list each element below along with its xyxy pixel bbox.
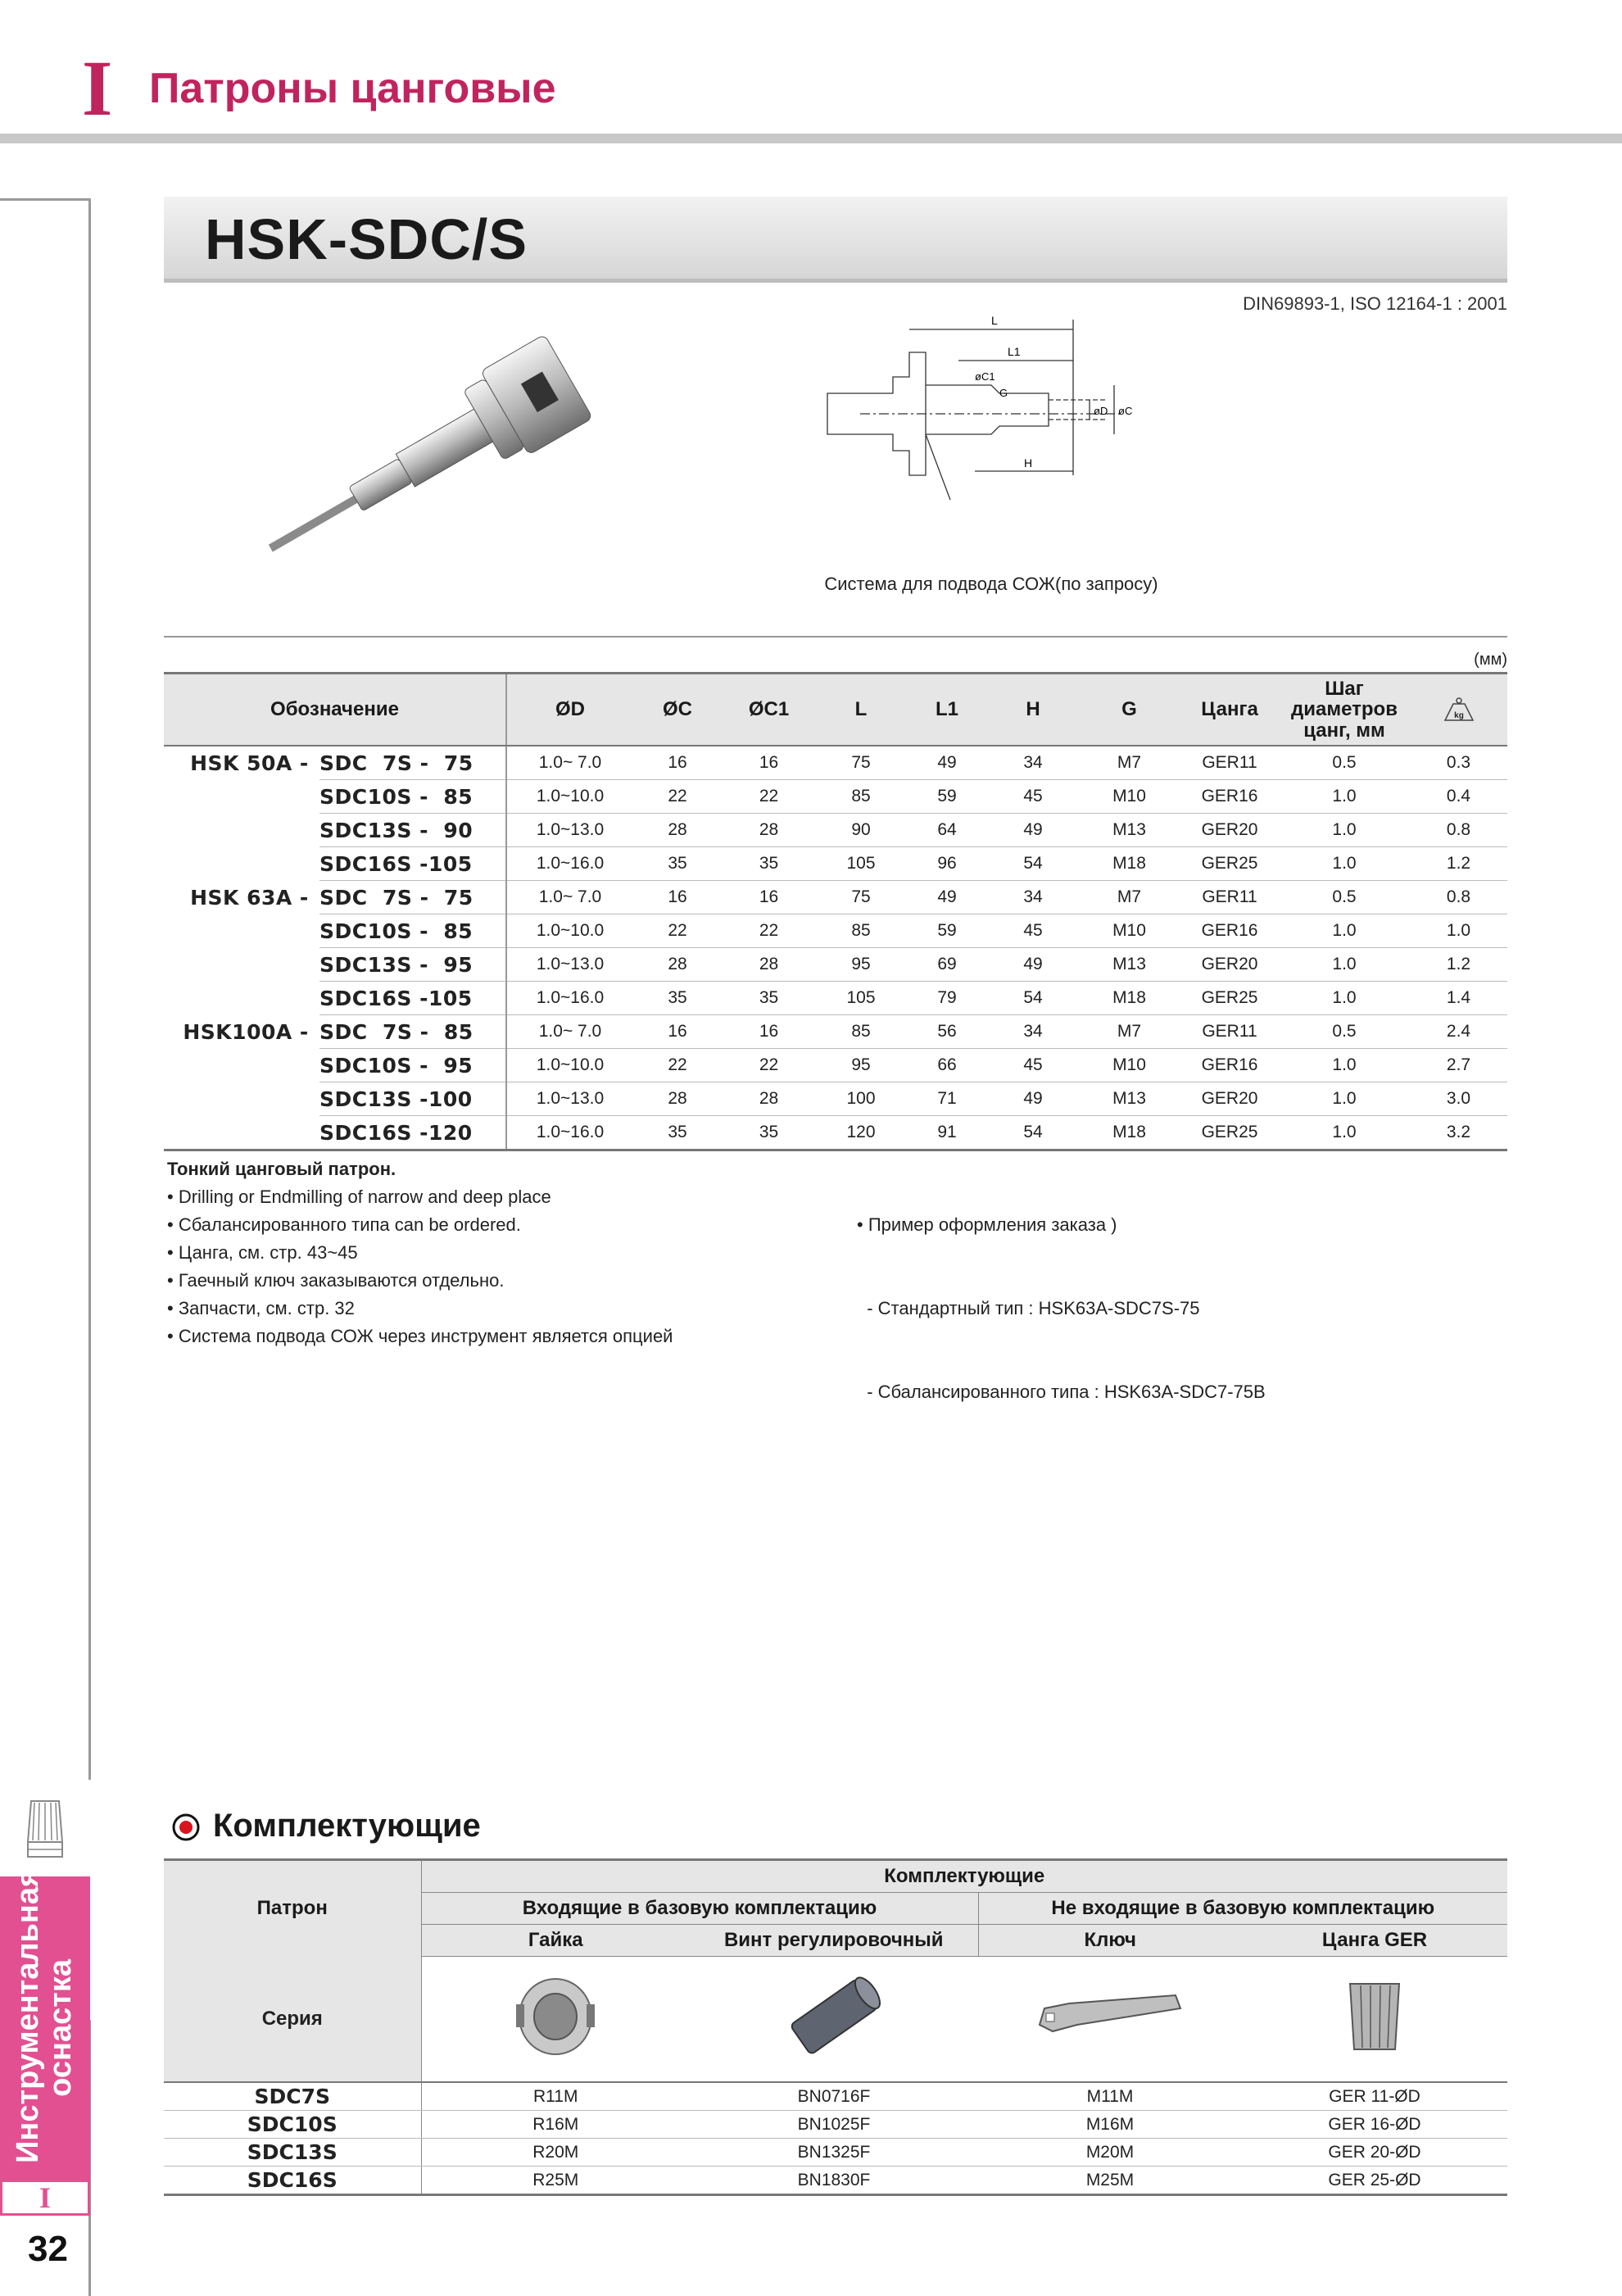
technical-drawing xyxy=(811,311,1155,557)
cell-collet: GER11 xyxy=(1180,746,1279,780)
accessory-row xyxy=(164,2111,1507,2139)
row-group xyxy=(164,814,319,847)
notes-left xyxy=(167,1155,673,1350)
cell-c: 16 xyxy=(633,746,722,780)
cell-g: M13 xyxy=(1078,948,1180,982)
cell-h: 49 xyxy=(988,1082,1078,1116)
table-row xyxy=(164,1049,1507,1082)
row-group xyxy=(164,1116,319,1150)
cell-h: 34 xyxy=(988,881,1078,914)
collet-image xyxy=(1242,1957,1507,2083)
note-item: • Запчасти, см. стр. 32 xyxy=(167,1298,355,1318)
acc-cell-screw: BN1325F xyxy=(690,2139,978,2167)
cell-l1: 66 xyxy=(906,1049,988,1082)
notes-right xyxy=(857,1155,1266,1434)
col-step: Шаг диаметров цанг, мм xyxy=(1279,674,1410,746)
table-row xyxy=(164,1015,1507,1049)
row-model: SDC13S - 95 xyxy=(319,948,506,982)
cell-l: 85 xyxy=(816,1015,906,1049)
col-g: G xyxy=(1078,674,1180,746)
cell-c1: 28 xyxy=(722,948,816,982)
cell-l1: 91 xyxy=(906,1116,988,1150)
screw-image xyxy=(690,1957,978,2083)
accessories-table xyxy=(164,1858,1507,2196)
cell-l: 120 xyxy=(816,1116,906,1150)
cell-l1: 49 xyxy=(906,746,988,780)
cell-collet: GER16 xyxy=(1180,780,1279,814)
cell-h: 54 xyxy=(988,847,1078,881)
cell-h: 49 xyxy=(988,814,1078,847)
acc-cell-screw: BN0716F xyxy=(690,2082,978,2111)
col-h: H xyxy=(988,674,1078,746)
cell-d: 1.0~13.0 xyxy=(506,814,633,847)
cell-d: 1.0~10.0 xyxy=(506,780,633,814)
order-example-item: • Пример оформления заказа ) xyxy=(857,1214,1117,1235)
dim-D: øD xyxy=(1094,405,1108,417)
left-frame-top xyxy=(0,198,90,201)
cell-kg: 0.8 xyxy=(1410,881,1507,914)
cell-h: 34 xyxy=(988,746,1078,780)
cell-kg: 0.4 xyxy=(1410,780,1507,814)
cell-step: 1.0 xyxy=(1279,847,1410,881)
cell-l: 105 xyxy=(816,847,906,881)
section-tab-label-wrap xyxy=(0,1868,90,2180)
acc-series-label: Серия xyxy=(164,1957,421,2083)
acc-cell-collet: GER 16-ØD xyxy=(1242,2111,1507,2139)
product-title: HSK-SDC/S xyxy=(205,207,528,271)
col-l1: L1 xyxy=(906,674,988,746)
acc-col-nut: Гайка xyxy=(421,1925,690,1957)
cell-d: 1.0~ 7.0 xyxy=(506,746,633,780)
acc-cell-series: SDC13S xyxy=(164,2139,421,2167)
spec-table xyxy=(164,672,1507,1151)
cell-h: 45 xyxy=(988,780,1078,814)
cell-l1: 59 xyxy=(906,914,988,948)
note-item: • Drilling or Endmilling of narrow and deep place xyxy=(167,1187,551,1207)
acc-cell-wrench: M16M xyxy=(978,2111,1242,2139)
col-designation: Обозначение xyxy=(164,674,506,746)
cell-kg: 3.0 xyxy=(1410,1082,1507,1116)
cell-l: 90 xyxy=(816,814,906,847)
cell-d: 1.0~16.0 xyxy=(506,1116,633,1150)
row-group xyxy=(164,914,319,948)
cell-l: 85 xyxy=(816,780,906,814)
accessory-row xyxy=(164,2139,1507,2167)
cell-d: 1.0~13.0 xyxy=(506,1082,633,1116)
cell-l1: 64 xyxy=(906,814,988,847)
cell-d: 1.0~10.0 xyxy=(506,1049,633,1082)
note-item: • Сбалансированного типа can be ordered. xyxy=(167,1214,521,1235)
cell-c1: 28 xyxy=(722,814,816,847)
cell-l1: 56 xyxy=(906,1015,988,1049)
cell-collet: GER11 xyxy=(1180,1015,1279,1049)
acc-col-chuck: Патрон xyxy=(164,1860,421,1957)
cell-collet: GER20 xyxy=(1180,1082,1279,1116)
page-title: Патроны цанговые xyxy=(149,65,556,112)
product-photo xyxy=(238,315,631,594)
cell-c1: 22 xyxy=(722,780,816,814)
dim-C: øC xyxy=(1118,405,1133,417)
col-l: L xyxy=(816,674,906,746)
cell-c: 16 xyxy=(633,1015,722,1049)
note-item: • Гаечный ключ заказываются отдельно. xyxy=(167,1270,505,1291)
cell-kg: 1.2 xyxy=(1410,948,1507,982)
cell-c1: 35 xyxy=(722,1116,816,1150)
note-item: • Цанга, см. стр. 43~45 xyxy=(167,1242,358,1263)
row-model: SDC13S -100 xyxy=(319,1082,506,1116)
row-model: SDC10S - 85 xyxy=(319,914,506,948)
cell-c: 28 xyxy=(633,814,722,847)
row-group xyxy=(164,1082,319,1116)
row-model: SDC 7S - 75 xyxy=(319,881,506,914)
weight-icon xyxy=(1442,696,1476,724)
cell-l: 75 xyxy=(816,881,906,914)
row-model: SDC10S - 85 xyxy=(319,780,506,814)
cell-g: M7 xyxy=(1078,881,1180,914)
cell-g: M13 xyxy=(1078,814,1180,847)
table-row xyxy=(164,914,1507,948)
cell-l: 105 xyxy=(816,982,906,1015)
col-d: ØD xyxy=(506,674,633,746)
row-group: HSK100A - xyxy=(183,1019,316,1044)
cell-l1: 96 xyxy=(906,847,988,881)
col-c1: ØC1 xyxy=(722,674,816,746)
cell-l1: 59 xyxy=(906,780,988,814)
cell-c1: 22 xyxy=(722,914,816,948)
cell-c: 22 xyxy=(633,914,722,948)
cell-collet: GER20 xyxy=(1180,948,1279,982)
cell-g: M10 xyxy=(1078,780,1180,814)
cell-l: 85 xyxy=(816,914,906,948)
acc-col-wrench: Ключ xyxy=(978,1925,1242,1957)
cell-collet: GER20 xyxy=(1180,814,1279,847)
cell-d: 1.0~ 7.0 xyxy=(506,1015,633,1049)
cell-g: M18 xyxy=(1078,847,1180,881)
acc-cell-screw: BN1025F xyxy=(690,2111,978,2139)
row-group: HSK 50A - xyxy=(190,751,316,775)
cell-c: 35 xyxy=(633,1116,722,1150)
cell-l: 75 xyxy=(816,746,906,780)
acc-col-group: Комплектующие xyxy=(421,1860,1507,1893)
nut-image xyxy=(421,1957,690,2083)
acc-col-included: Входящие в базовую комплектацию xyxy=(421,1893,978,1925)
cell-c1: 16 xyxy=(722,1015,816,1049)
cell-c: 22 xyxy=(633,780,722,814)
cell-step: 0.5 xyxy=(1279,746,1410,780)
cell-collet: GER25 xyxy=(1180,1116,1279,1150)
cell-kg: 2.4 xyxy=(1410,1015,1507,1049)
cell-c: 35 xyxy=(633,982,722,1015)
cell-kg: 1.0 xyxy=(1410,914,1507,948)
acc-cell-collet: GER 20-ØD xyxy=(1242,2139,1507,2167)
cell-kg: 3.2 xyxy=(1410,1116,1507,1150)
row-model: SDC16S -120 xyxy=(319,1116,506,1150)
cell-kg: 0.3 xyxy=(1410,746,1507,780)
collet-icon xyxy=(16,1785,74,1875)
acc-cell-nut: R11M xyxy=(421,2082,690,2111)
cell-step: 1.0 xyxy=(1279,780,1410,814)
acc-cell-wrench: M11M xyxy=(978,2082,1242,2111)
cell-l1: 49 xyxy=(906,881,988,914)
table-row xyxy=(164,847,1507,881)
table-row xyxy=(164,1082,1507,1116)
cell-kg: 0.8 xyxy=(1410,814,1507,847)
acc-cell-wrench: M20M xyxy=(978,2139,1242,2167)
note-item: • Система подвода СОЖ через инструмент является опцией xyxy=(167,1326,673,1346)
table-row xyxy=(164,1116,1507,1150)
nut-icon xyxy=(506,1972,605,2062)
row-model: SDC13S - 90 xyxy=(319,814,506,847)
table-header-row xyxy=(164,674,1507,746)
table-row xyxy=(164,746,1507,780)
cell-step: 1.0 xyxy=(1279,948,1410,982)
cell-d: 1.0~13.0 xyxy=(506,948,633,982)
cell-step: 1.0 xyxy=(1279,982,1410,1015)
cell-step: 1.0 xyxy=(1279,914,1410,948)
cell-h: 54 xyxy=(988,982,1078,1015)
cell-l1: 69 xyxy=(906,948,988,982)
row-group xyxy=(164,1049,319,1082)
order-example-item: - Сбалансированного типа : HSK63A-SDC7-75B xyxy=(857,1382,1266,1402)
cell-c: 16 xyxy=(633,881,722,914)
dim-L: L xyxy=(991,314,998,327)
acc-cell-series: SDC10S xyxy=(164,2111,421,2139)
col-weight xyxy=(1410,674,1507,746)
cell-d: 1.0~ 7.0 xyxy=(506,881,633,914)
screw-icon xyxy=(777,1967,891,2066)
banner-shadow xyxy=(164,279,1507,283)
cell-d: 1.0~16.0 xyxy=(506,982,633,1015)
dim-G: G xyxy=(999,387,1008,399)
row-model: SDC10S - 95 xyxy=(319,1049,506,1082)
cell-c1: 16 xyxy=(722,746,816,780)
col-c: ØC xyxy=(633,674,722,746)
table-top-rule xyxy=(164,636,1507,638)
acc-cell-series: SDC16S xyxy=(164,2167,421,2195)
col-collet: Цанга xyxy=(1180,674,1279,746)
acc-cell-nut: R20M xyxy=(421,2139,690,2167)
cell-c1: 28 xyxy=(722,1082,816,1116)
cell-g: M10 xyxy=(1078,1049,1180,1082)
notes-left-head: Тонкий цанговый патрон. xyxy=(167,1159,396,1179)
acc-col-screw: Винт регулировочный xyxy=(690,1925,978,1957)
accessory-row xyxy=(164,2082,1507,2111)
wrench-icon xyxy=(1028,1984,1192,2049)
cell-h: 54 xyxy=(988,1116,1078,1150)
row-group xyxy=(164,982,319,1015)
cell-g: M7 xyxy=(1078,1015,1180,1049)
acc-cell-wrench: M25M xyxy=(978,2167,1242,2195)
dim-H: H xyxy=(1024,456,1033,470)
cell-c: 35 xyxy=(633,847,722,881)
cell-c1: 35 xyxy=(722,847,816,881)
cell-kg: 2.7 xyxy=(1410,1049,1507,1082)
cell-step: 1.0 xyxy=(1279,1082,1410,1116)
cell-g: M18 xyxy=(1078,1116,1180,1150)
wrench-image xyxy=(978,1957,1242,2083)
cell-kg: 1.4 xyxy=(1410,982,1507,1015)
page-number: 32 xyxy=(28,2229,68,2269)
row-group xyxy=(164,847,319,881)
cell-l1: 79 xyxy=(906,982,988,1015)
dim-C1: øC1 xyxy=(975,370,995,383)
chapter-mark: I xyxy=(82,44,113,132)
cell-g: M7 xyxy=(1078,746,1180,780)
table-row xyxy=(164,814,1507,847)
dim-L1: L1 xyxy=(1008,345,1021,358)
cell-collet: GER16 xyxy=(1180,1049,1279,1082)
row-model: SDC 7S - 85 xyxy=(319,1015,506,1049)
cell-d: 1.0~16.0 xyxy=(506,847,633,881)
order-example-item: - Стандартный тип : HSK63A-SDC7S-75 xyxy=(857,1298,1200,1318)
unit-label: (мм) xyxy=(1474,651,1507,669)
cell-c1: 22 xyxy=(722,1049,816,1082)
cell-step: 0.5 xyxy=(1279,1015,1410,1049)
row-group xyxy=(164,780,319,814)
cell-c: 28 xyxy=(633,1082,722,1116)
row-group: HSK 63A - xyxy=(190,885,316,910)
cell-h: 45 xyxy=(988,914,1078,948)
cell-step: 1.0 xyxy=(1279,814,1410,847)
cell-collet: GER25 xyxy=(1180,982,1279,1015)
standard-reference: DIN69893-1, ISO 12164-1 : 2001 xyxy=(1243,293,1507,314)
acc-cell-nut: R16M xyxy=(421,2111,690,2139)
cell-c1: 35 xyxy=(722,982,816,1015)
weight-icon-label: kg xyxy=(1453,711,1464,720)
cell-d: 1.0~10.0 xyxy=(506,914,633,948)
cell-c: 28 xyxy=(633,948,722,982)
table-row xyxy=(164,982,1507,1015)
cell-g: M18 xyxy=(1078,982,1180,1015)
cell-collet: GER16 xyxy=(1180,914,1279,948)
cell-g: M13 xyxy=(1078,1082,1180,1116)
acc-cell-series: SDC7S xyxy=(164,2082,421,2111)
cell-h: 34 xyxy=(988,1015,1078,1049)
section-tab-label: Инструментальная оснастка xyxy=(11,1868,78,2163)
cell-step: 0.5 xyxy=(1279,881,1410,914)
acc-cell-collet: GER 25-ØD xyxy=(1242,2167,1507,2195)
acc-cell-screw: BN1830F xyxy=(690,2167,978,2195)
row-model: SDC16S -105 xyxy=(319,847,506,881)
cell-collet: GER11 xyxy=(1180,881,1279,914)
cell-step: 1.0 xyxy=(1279,1049,1410,1082)
cell-h: 45 xyxy=(988,1049,1078,1082)
accessories-title: Комплектующие xyxy=(213,1808,481,1844)
cell-step: 1.0 xyxy=(1279,1116,1410,1150)
row-model: SDC16S -105 xyxy=(319,982,506,1015)
left-frame-line xyxy=(88,198,91,1780)
table-row xyxy=(164,948,1507,982)
cell-l: 95 xyxy=(816,1049,906,1082)
table-row xyxy=(164,881,1507,914)
acc-cell-nut: R25M xyxy=(421,2167,690,2195)
cell-kg: 1.2 xyxy=(1410,847,1507,881)
cell-l1: 71 xyxy=(906,1082,988,1116)
accessory-row xyxy=(164,2167,1507,2195)
acc-cell-collet: GER 11-ØD xyxy=(1242,2082,1507,2111)
cell-c: 22 xyxy=(633,1049,722,1082)
cell-c1: 16 xyxy=(722,881,816,914)
row-model: SDC 7S - 75 xyxy=(319,746,506,780)
cell-l: 95 xyxy=(816,948,906,982)
header-rule xyxy=(0,134,1622,143)
row-group xyxy=(164,948,319,982)
coolant-caption: Система для подвода СОЖ(по запросу) xyxy=(824,574,1158,594)
cell-g: M10 xyxy=(1078,914,1180,948)
chapter-marker: I xyxy=(39,2181,51,2214)
acc-col-collet: Цанга GER xyxy=(1242,1925,1507,1957)
table-row xyxy=(164,780,1507,814)
collet-photo-icon xyxy=(1330,1967,1420,2066)
target-icon xyxy=(172,1813,200,1841)
cell-collet: GER25 xyxy=(1180,847,1279,881)
cell-l: 100 xyxy=(816,1082,906,1116)
cell-h: 49 xyxy=(988,948,1078,982)
acc-col-excluded: Не входящие в базовую комплектацию xyxy=(978,1893,1507,1925)
